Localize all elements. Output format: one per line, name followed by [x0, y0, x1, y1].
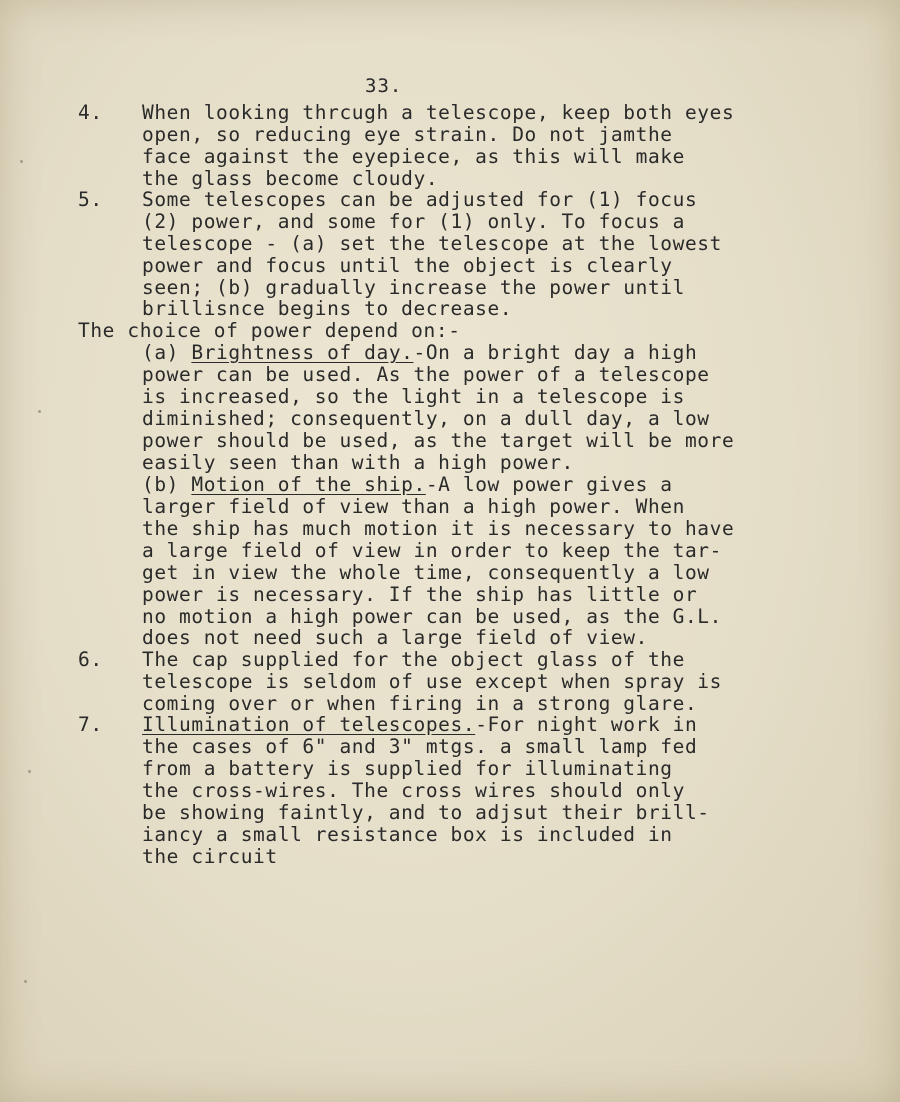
item-4-line-3: face against the eyepiece, as this will make — [142, 145, 685, 168]
item-6-number: 6. — [78, 648, 103, 671]
sub-b-line-3: a large field of view in order to keep the tar- — [142, 539, 722, 562]
sub-b-line-4: get in view the whole time, consequently a low — [142, 561, 710, 584]
page-number: 33. — [365, 75, 403, 97]
sub-b-line-7: does not need such a large field of view. — [142, 626, 648, 649]
sub-b-first-line — [142, 474, 673, 496]
sub-a-first-rest: -On a bright day a high — [413, 341, 698, 364]
paper-speck — [28, 770, 31, 773]
item-4-line-4: the glass become cloudy. — [142, 167, 439, 190]
item-7-heading: Illumination of telescopes. — [142, 713, 476, 736]
item-5-line-5: seen; (b) gradually increase the power until — [142, 276, 685, 299]
sub-b-line-5: power is necessary. If the ship has little or — [142, 583, 698, 606]
sub-b-line-6: no motion a high power can be used, as the G.L. — [142, 605, 722, 628]
item-7-line-4: be showing faintly, and to adjsut their brill- — [142, 801, 710, 824]
sub-b-label: (b) — [142, 473, 180, 496]
sub-b-heading: Motion of the ship. — [191, 473, 426, 496]
sub-a-heading: Brightness of day. — [191, 341, 414, 364]
sub-a-line-1: power can be used. As the power of a telescope — [142, 363, 710, 386]
sub-b-line-2: the ship has much motion it is necessary to have — [142, 517, 735, 540]
choice-intro: The choice of power depend on:- — [78, 319, 461, 342]
item-6-line-1: The cap supplied for the object glass of the — [142, 648, 685, 671]
paper-speck — [20, 160, 23, 163]
item-7-line-2: from a battery is supplied for illuminating — [142, 757, 673, 780]
sub-b-first-rest: -A low power gives a — [425, 473, 673, 496]
item-7-first-rest: -For night work in — [475, 713, 698, 736]
sub-a-first-line — [142, 342, 697, 364]
item-7-line-6: the circuit — [142, 845, 278, 868]
item-4-line-1: When looking thrcugh a telescope, keep both eyes — [142, 101, 735, 124]
sub-a-line-3: diminished; consequently, on a dull day, a low — [142, 407, 710, 430]
item-4-line-2: open, so reducing eye strain. Do not jamthe — [142, 123, 673, 146]
item-6-line-2: telescope is seldom of use except when spray is — [142, 670, 722, 693]
item-5-line-4: power and focus until the object is clearly — [142, 254, 673, 277]
sub-b-line-1: larger field of view than a high power. When — [142, 495, 685, 518]
item-7-first-line — [142, 714, 697, 736]
item-7-line-1: the cases of 6" and 3" mtgs. a small lamp fed — [142, 735, 698, 758]
item-7-line-3: the cross-wires. The cross wires should only — [142, 779, 685, 802]
sub-a-line-4: power should be used, as the target will be more — [142, 429, 735, 452]
item-5-number: 5. — [78, 188, 103, 211]
item-5-line-1: Some telescopes can be adjusted for (1) focus — [142, 188, 698, 211]
item-5-line-6: brillisnce begins to decrease. — [142, 297, 513, 320]
item-7-line-5: iancy a small resistance box is included in — [142, 823, 673, 846]
item-5-line-2: (2) power, and some for (1) only. To focus a — [142, 210, 685, 233]
paper-speck — [38, 410, 41, 413]
item-5-line-3: telescope - (a) set the telescope at the lowest — [142, 232, 722, 255]
item-6-line-3: coming over or when firing in a strong glare. — [142, 692, 698, 715]
item-7-number: 7. — [78, 713, 103, 736]
sub-a-label: (a) — [142, 341, 180, 364]
sub-a-line-5: easily seen than with a high power. — [142, 451, 574, 474]
paper-speck — [24, 980, 27, 983]
item-4-number: 4. — [78, 101, 103, 124]
sub-a-line-2: is increased, so the light in a telescope is — [142, 385, 685, 408]
